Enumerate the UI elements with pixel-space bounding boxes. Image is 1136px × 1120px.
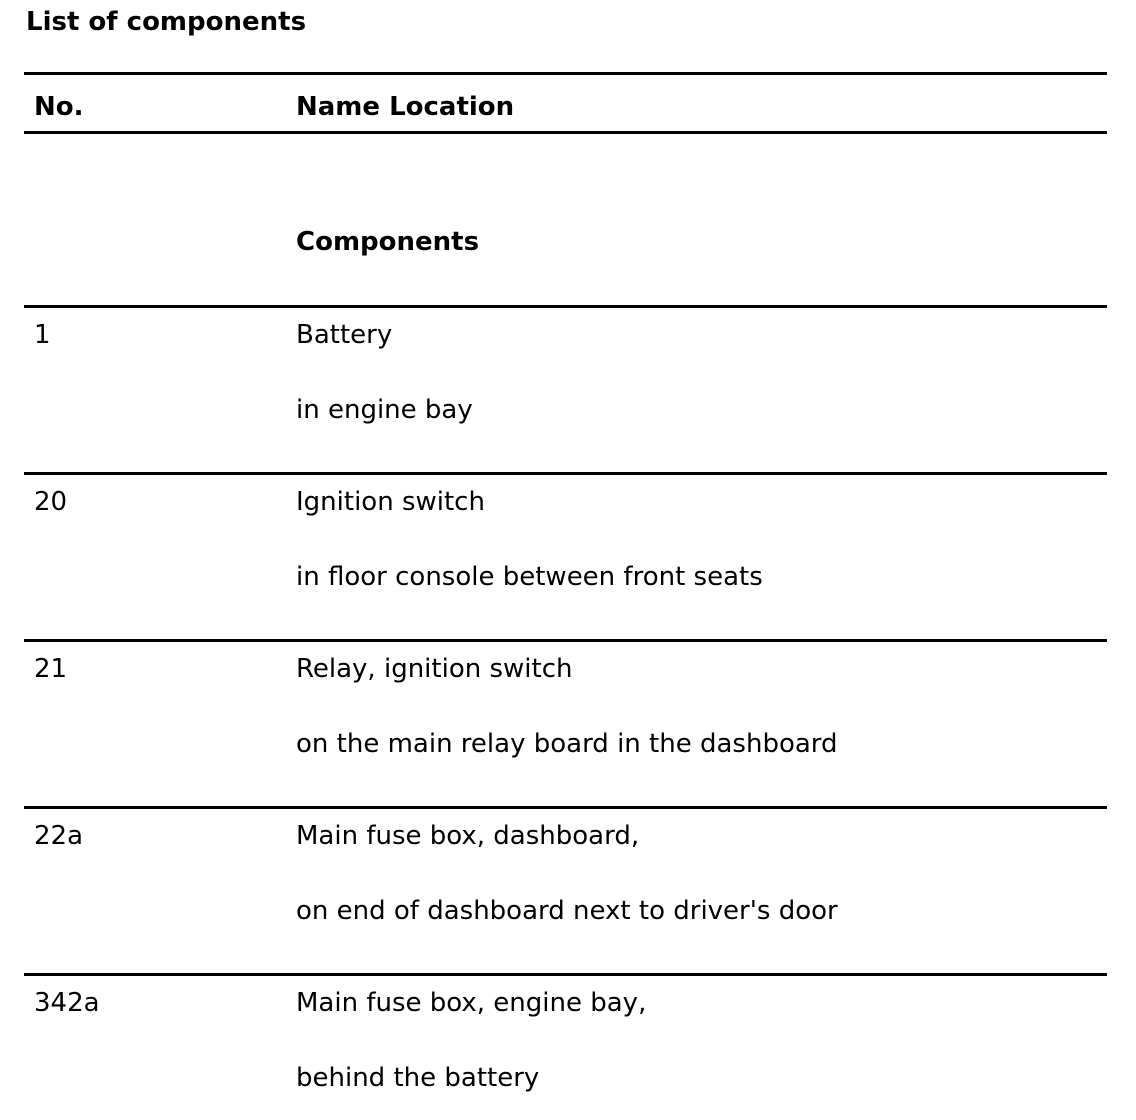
row-divider: [24, 305, 1107, 308]
component-location: behind the battery: [296, 1063, 540, 1093]
row-number: 20: [34, 487, 68, 517]
component-location: on the main relay board in the dashboard: [296, 729, 838, 759]
header-name-location: Name Location: [296, 92, 515, 122]
header-bottom-rule: [24, 131, 1107, 134]
component-name: Main fuse box, dashboard,: [296, 821, 640, 851]
row-number: 342a: [34, 988, 100, 1018]
section-heading: Components: [296, 227, 480, 257]
page-title: List of components: [26, 7, 307, 37]
row-number: 21: [34, 654, 68, 684]
component-name: Relay, ignition switch: [296, 654, 573, 684]
row-number: 22a: [34, 821, 84, 851]
table-top-rule: [24, 72, 1107, 75]
component-location: in floor console between front seats: [296, 562, 763, 592]
component-location: in engine bay: [296, 395, 473, 425]
component-name: Battery: [296, 320, 393, 350]
row-divider: [24, 806, 1107, 809]
row-divider: [24, 639, 1107, 642]
row-number: 1: [34, 320, 51, 350]
component-name: Ignition switch: [296, 487, 485, 517]
row-divider: [24, 472, 1107, 475]
component-location: on end of dashboard next to driver's door: [296, 896, 838, 926]
header-no: No.: [34, 92, 84, 122]
component-name: Main fuse box, engine bay,: [296, 988, 647, 1018]
row-divider: [24, 973, 1107, 976]
